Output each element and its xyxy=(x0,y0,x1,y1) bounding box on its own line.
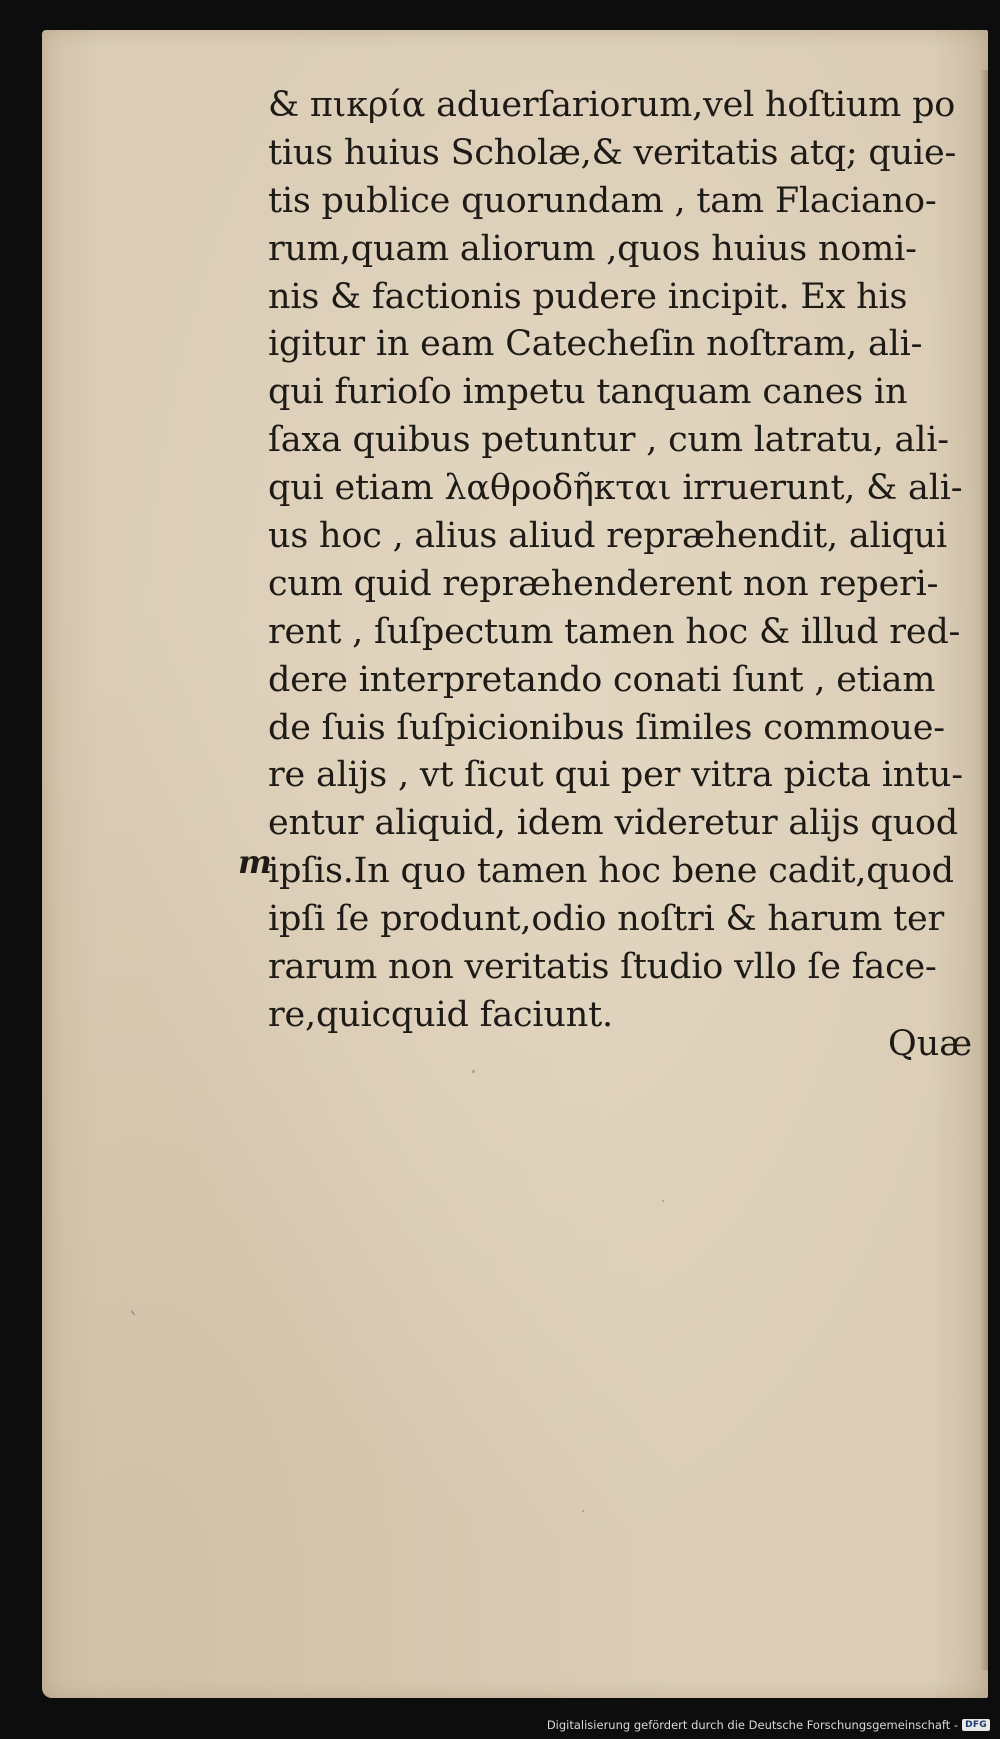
text-line: tius huius Scholæ,& veritatis atq; quie- xyxy=(268,132,957,173)
text-line: igitur in eam Catecheſin noſtram, ali- xyxy=(268,324,923,365)
text-line: re,quicquid faciunt. xyxy=(268,994,613,1035)
text-line: de ſuis ſuſpicionibus ſimiles commoue- xyxy=(268,707,945,748)
text-line: us hoc , alius aliud repræhendit, aliqui xyxy=(268,516,948,557)
text-line: re alijs , vt ſicut qui per vitra picta intu- xyxy=(268,755,963,796)
text-line: rarum non veritatis ſtudio vllo ſe face- xyxy=(268,947,937,988)
dfg-logo: DFG xyxy=(962,1719,990,1731)
digitization-footer xyxy=(547,1713,990,1737)
text-line: qui etiam λαθροδῆκται irruerunt, & ali- xyxy=(268,468,963,509)
text-line: ſaxa quibus petuntur , cum latratu, ali- xyxy=(268,420,949,461)
text-line: ipſi ſe produnt,odio noſtri & harum ter xyxy=(268,899,945,940)
page-text-block xyxy=(268,82,988,1040)
text-line: dere interpretando conati ſunt , etiam xyxy=(268,659,936,700)
catchword: Quæ xyxy=(888,1024,973,1064)
text-line: rent , ſuſpectum tamen hoc & illud red- xyxy=(268,611,961,652)
text-line: tis publice quorundam , tam Flaciano- xyxy=(268,180,937,221)
text-line: cum quid repræhenderent non reperi- xyxy=(268,563,939,604)
text-line: entur aliquid, idem videretur alijs quod xyxy=(268,803,959,844)
text-line: qui furioſo impetu tanquam canes in xyxy=(268,372,908,413)
signature-mark: m xyxy=(238,843,272,881)
text-line: & πικρία aduerſariorum,vel hoſtium po xyxy=(268,85,956,125)
digitization-credit: Digitalisierung gefördert durch die Deutsche Forschungsgemeinschaft - xyxy=(546,1718,959,1732)
text-line: ipſis.In quo tamen hoc bene cadit,quod xyxy=(268,851,954,892)
text-line: rum,quam aliorum ,quos huius nomi- xyxy=(268,228,917,269)
text-line: nis & factionis pudere incipit. Ex his xyxy=(268,276,908,317)
